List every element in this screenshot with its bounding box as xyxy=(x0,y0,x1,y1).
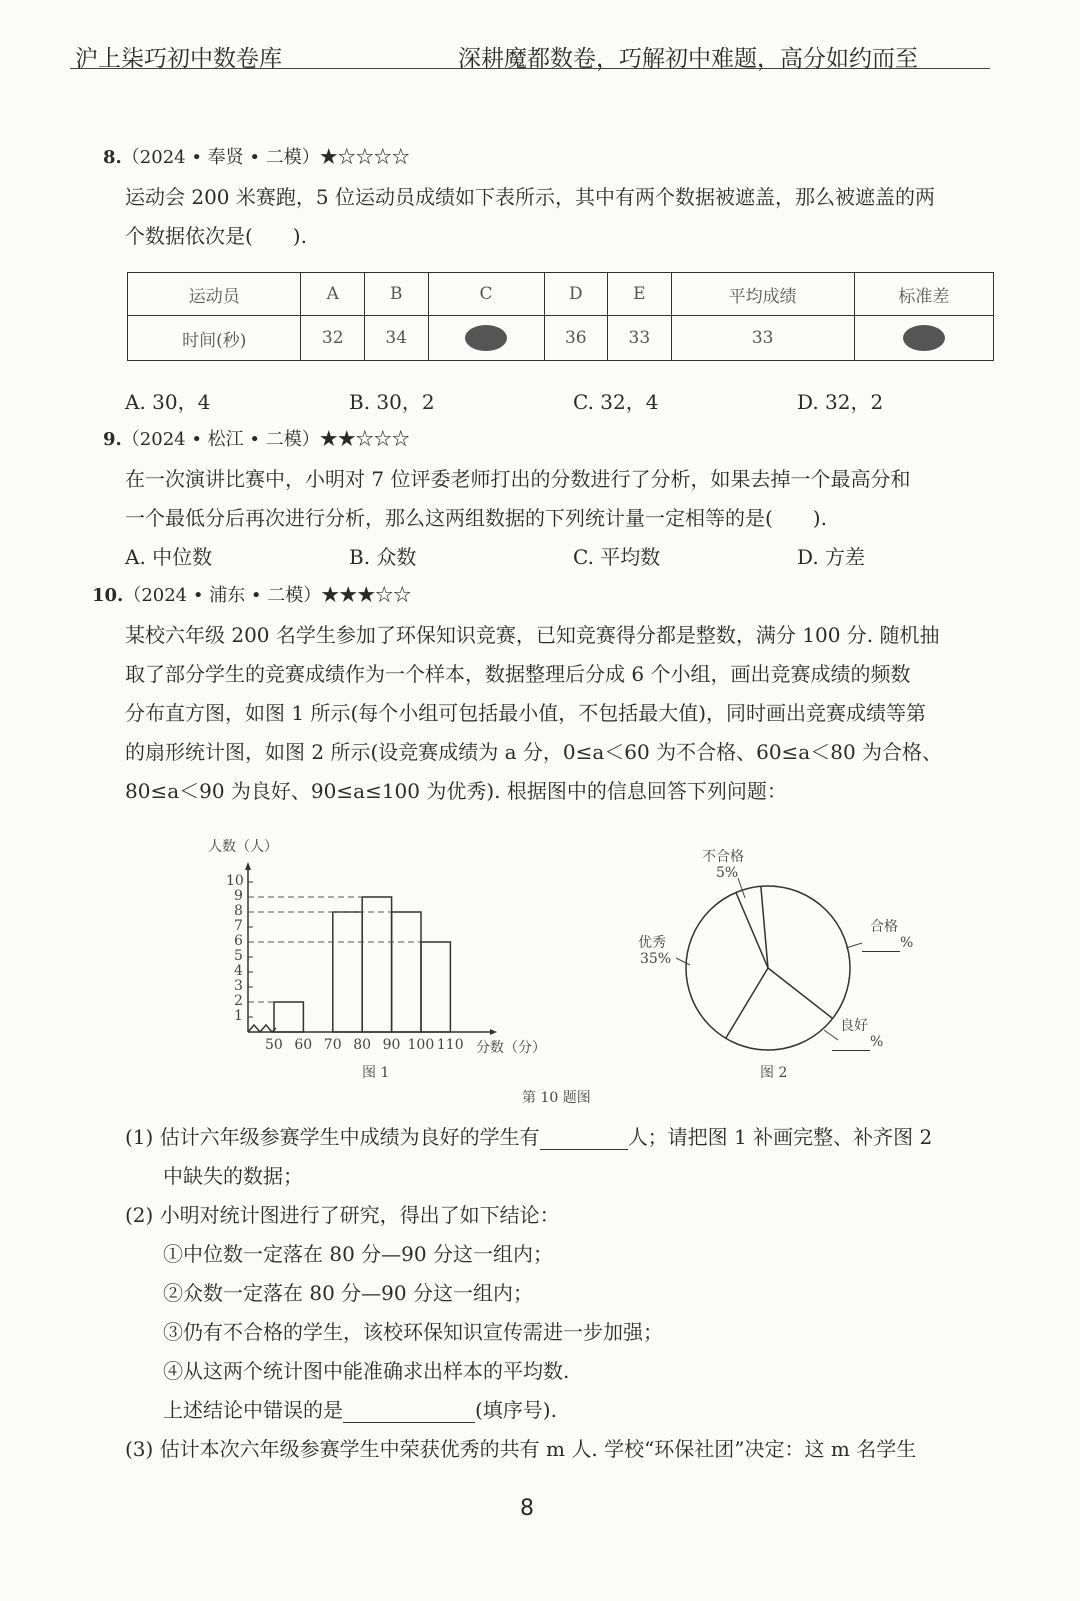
y-tick-label: 10 xyxy=(226,873,244,889)
y-tick-label: 5 xyxy=(234,948,243,964)
x-tick-label: 80 xyxy=(353,1037,372,1053)
pie-value-pass xyxy=(862,935,913,952)
q9-option-b[interactable]: B. 众数 xyxy=(349,545,417,569)
pie-slice-divider xyxy=(768,968,833,1018)
x-tick-label: 70 xyxy=(323,1037,342,1053)
q8-source: （2024 • 奉贤 • 二模） xyxy=(121,147,320,168)
pie-chart xyxy=(676,878,862,1050)
table-cell: 36 xyxy=(544,316,608,361)
x-tick-label: 100 xyxy=(407,1037,435,1053)
page-number: 8 xyxy=(520,1496,534,1521)
q10-line: 分布直方图，如图 1 所示(每个小组可包括最小值，不包括最大值)，同时画出竞赛成绩等第 xyxy=(125,701,927,725)
q9-option-c[interactable]: C. 平均数 xyxy=(573,545,661,569)
pie-slice-divider xyxy=(726,968,768,1038)
pie-label-excellent: 优秀 xyxy=(638,935,666,951)
answer-blank[interactable] xyxy=(540,1125,628,1150)
x-tick-label: 60 xyxy=(294,1037,313,1053)
q10-part1-cont: 中缺失的数据； xyxy=(163,1164,303,1188)
q9-stars: ★★☆☆☆ xyxy=(319,429,410,450)
q10-line: 的扇形统计图，如图 2 所示(设竞赛成绩为 a 分，0≤a＜60 为不合格、60≤a＜80 为合格、 xyxy=(125,740,943,764)
pie-value-fail: 5% xyxy=(716,865,739,881)
table-header: A xyxy=(301,273,365,316)
y-tick-label: 4 xyxy=(234,963,243,979)
q8-option-c[interactable]: C. 32，4 xyxy=(573,390,659,414)
table-cell: 33 xyxy=(608,316,672,361)
conclusion: ④从这两个统计图中能准确求出样本的平均数. xyxy=(163,1359,570,1383)
y-tick-label: 6 xyxy=(234,933,243,949)
q10-line: 某校六年级 200 名学生参加了环保知识竞赛，已知竞赛得分都是整数，满分 100 分. 随机抽 xyxy=(125,623,940,647)
q8-option-a[interactable]: A. 30，4 xyxy=(125,390,211,414)
q10-part3: (3) 估计本次六年级参赛学生中荣获优秀的共有 m 人. 学校“环保社团”决定：这 m 名学生 xyxy=(125,1437,917,1461)
histogram-bar xyxy=(274,1002,303,1032)
pie-leader-line xyxy=(846,943,862,948)
pie-label-fail: 不合格 xyxy=(702,849,744,865)
q10-part2-answer-text: 上述结论中错误的是 xyxy=(163,1398,343,1422)
histogram-ylabel: 人数（人） xyxy=(208,839,278,855)
conclusion: ②众数一定落在 80 分—90 分这一组内； xyxy=(163,1281,533,1305)
table-header: D xyxy=(544,273,608,316)
pie-value-good-suffix: % xyxy=(870,1034,884,1050)
pie-title: 图 2 xyxy=(760,1065,788,1081)
pie-value-good xyxy=(832,1034,883,1051)
figure-caption: 第 10 题图 xyxy=(522,1090,591,1106)
q10-line: 取了部分学生的竞赛成绩作为一个样本，数据整理后分成 6 个小组，画出竞赛成绩的频数 xyxy=(125,662,911,686)
y-tick-label: 8 xyxy=(234,903,243,919)
q8-option-b[interactable]: B. 30，2 xyxy=(349,390,435,414)
histogram-bar xyxy=(392,912,421,1032)
pie-label-pass: 合格 xyxy=(870,919,898,935)
q9-line2: 一个最低分后再次进行分析，那么这两组数据的下列统计量一定相等的是( ). xyxy=(125,506,827,530)
q9-source: （2024 • 松江 • 二模） xyxy=(121,429,320,450)
q9-option-d[interactable]: D. 方差 xyxy=(797,545,866,569)
pie-value-pass-suffix: % xyxy=(900,935,914,951)
axis-break-icon xyxy=(248,1025,276,1032)
x-axis-arrow-icon xyxy=(490,1029,497,1035)
q10-line: 80≤a＜90 为良好、90≤a≤100 为优秀). 根据图中的信息回答下列问题： xyxy=(125,779,787,803)
q10-part1 xyxy=(125,1121,932,1150)
q9-option-a[interactable]: A. 中位数 xyxy=(125,545,213,569)
pie-leader-line xyxy=(676,958,690,965)
histogram-bar xyxy=(362,897,391,1032)
table-cell: 32 xyxy=(301,316,365,361)
table-header: E xyxy=(608,273,672,316)
table-header: 标准差 xyxy=(854,273,993,316)
q10-number: 10. xyxy=(92,585,124,606)
table-cell: 33 xyxy=(671,316,854,361)
conclusion: ③仍有不合格的学生，该校环保知识宣传需进一步加强； xyxy=(163,1320,663,1344)
q10-part1-text: (1) 估计六年级参赛学生中成绩为良好的学生有 xyxy=(125,1125,540,1149)
histogram-bar xyxy=(333,912,362,1032)
q8-line1: 运动会 200 米赛跑，5 位运动员成绩如下表所示，其中有两个数据被遮盖，那么被遮盖的两 xyxy=(125,185,935,209)
q8-stars: ★☆☆☆☆ xyxy=(319,147,410,168)
histogram-bar xyxy=(421,942,450,1032)
table-header: C xyxy=(428,273,544,316)
q9-line1: 在一次演讲比赛中，小明对 7 位评委老师打出的分数进行了分析，如果去掉一个最高分和 xyxy=(125,467,911,491)
table-header: 运动员 xyxy=(128,273,301,316)
table-header: 平均成绩 xyxy=(671,273,854,316)
y-tick-label: 3 xyxy=(234,978,243,994)
q10-part1-text2: 人；请把图 1 补画完整、补齐图 2 xyxy=(627,1125,933,1149)
header-left: 沪上柒巧初中数卷库 xyxy=(75,46,282,72)
q9-number: 9. xyxy=(103,429,122,450)
x-tick-label: 50 xyxy=(265,1037,283,1053)
y-tick-label: 7 xyxy=(234,918,243,934)
pie-label-good: 良好 xyxy=(840,1018,868,1034)
q8-line2: 个数据依次是( ). xyxy=(125,224,307,248)
q8-number: 8. xyxy=(103,147,122,168)
histogram-title: 图 1 xyxy=(362,1065,390,1081)
pie-slice-divider xyxy=(761,886,768,968)
answer-blank[interactable] xyxy=(343,1398,475,1423)
table-cell: 时间(秒) xyxy=(128,316,301,361)
pie-slice-divider xyxy=(736,893,768,968)
pie-value-excellent: 35% xyxy=(640,951,672,967)
table-cell: 34 xyxy=(364,316,428,361)
q10-source: （2024 • 浦东 • 二模） xyxy=(123,585,322,606)
q8-option-d[interactable]: D. 32，2 xyxy=(797,390,884,414)
header-right: 深耕魔都数卷，巧解初中难题，高分如约而至 xyxy=(458,46,918,72)
q10-part2-answer xyxy=(163,1394,557,1423)
y-tick-label: 9 xyxy=(234,888,243,904)
table-header: B xyxy=(364,273,428,316)
conclusion: ①中位数一定落在 80 分—90 分这一组内； xyxy=(163,1242,553,1266)
q10-stars: ★★★☆☆ xyxy=(321,585,412,606)
y-tick-label: 1 xyxy=(234,1008,243,1024)
q10-part2-answer-text2: (填序号). xyxy=(475,1398,557,1422)
y-axis-arrow-icon xyxy=(245,862,251,870)
histogram xyxy=(245,862,497,1035)
pie-leader-line xyxy=(738,878,745,898)
y-tick-label: 2 xyxy=(234,993,243,1009)
x-tick-label: 110 xyxy=(436,1037,464,1053)
x-tick-label: 90 xyxy=(382,1037,401,1053)
q10-part2: (2) 小明对统计图进行了研究，得出了如下结论： xyxy=(125,1203,560,1227)
histogram-xlabel: 分数（分） xyxy=(476,1040,546,1056)
